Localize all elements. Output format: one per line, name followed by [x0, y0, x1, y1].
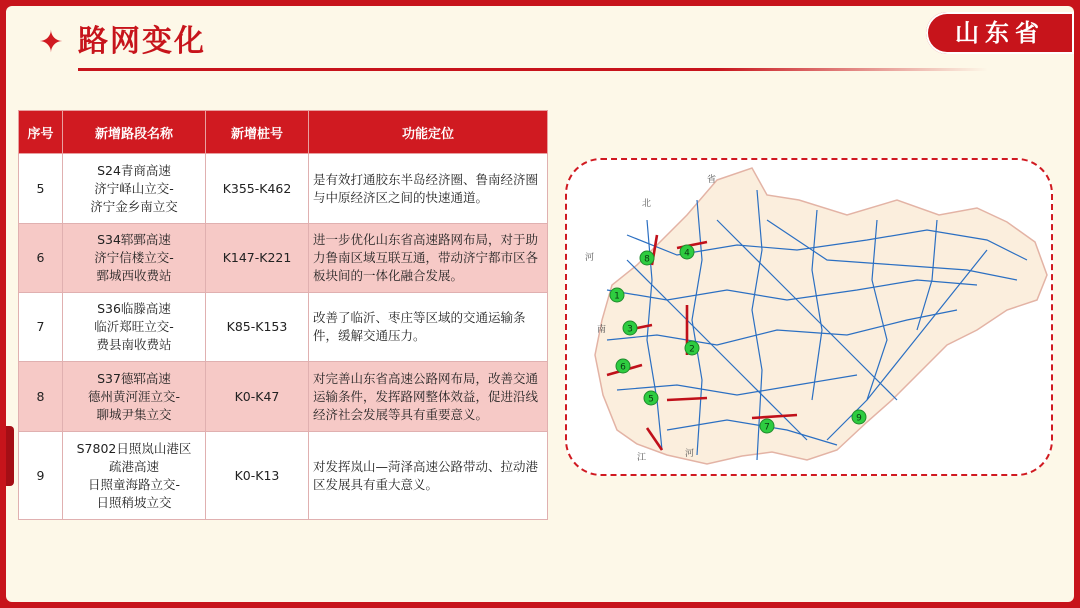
- row-name: S24青商高速 济宁峄山立交- 济宁金乡南立交: [63, 154, 206, 224]
- route-marker: [640, 251, 654, 265]
- marker-label: 1: [614, 291, 620, 302]
- row-name: S37德郓高速 德州黄河涯立交- 聊城尹集立交: [63, 362, 206, 432]
- route-marker: [644, 391, 658, 405]
- route-marker: [680, 245, 694, 259]
- header-name: 新增路段名称: [63, 111, 206, 154]
- marker-label: 3: [627, 324, 633, 335]
- row-function: 是有效打通胶东半岛经济圈、鲁南经济圈与中原经济区之间的快速通道。: [309, 154, 548, 224]
- route-marker: [760, 419, 774, 433]
- header-function: 功能定位: [309, 111, 548, 154]
- row-function: 进一步优化山东省高速路网布局，对于助力鲁南区域互联互通，带动济宁都市区各板块间的一体化融合发展。: [309, 224, 548, 293]
- marker-label: 8: [644, 254, 650, 265]
- road-network-map: [565, 158, 1053, 476]
- header-stake: 新增桩号: [206, 111, 309, 154]
- row-stake: K0-K47: [206, 362, 309, 432]
- row-function: 改善了临沂、枣庄等区域的交通运输条件，缓解交通压力。: [309, 293, 548, 362]
- marker-label: 7: [764, 422, 770, 433]
- row-no: 6: [19, 224, 63, 293]
- row-stake: K85-K153: [206, 293, 309, 362]
- row-no: 8: [19, 362, 63, 432]
- marker-label: 5: [648, 394, 654, 405]
- row-no: 5: [19, 154, 63, 224]
- route-marker: [616, 359, 630, 373]
- route-marker: [610, 288, 624, 302]
- map-region-label: 河: [585, 253, 595, 263]
- header-no: 序号: [19, 111, 63, 154]
- marker-label: 2: [689, 344, 695, 355]
- table-row: [19, 432, 548, 520]
- row-stake: K147-K221: [206, 224, 309, 293]
- row-no: 9: [19, 432, 63, 520]
- marker-label: 4: [684, 248, 690, 259]
- row-stake: K355-K462: [206, 154, 309, 224]
- map-region-label: 南: [597, 325, 607, 335]
- sparkle-icon: ✦: [38, 25, 64, 60]
- marker-label: 6: [620, 362, 626, 373]
- row-stake: K0-K13: [206, 432, 309, 520]
- row-name: S36临滕高速 临沂郑旺立交- 费县南收费站: [63, 293, 206, 362]
- map-region-label: 河: [685, 449, 695, 459]
- table-row: [19, 154, 548, 224]
- table-header-row: [19, 111, 548, 154]
- table-row: [19, 224, 548, 293]
- row-no: 7: [19, 293, 63, 362]
- province-badge: 山东省: [926, 12, 1074, 54]
- decorative-tab: [6, 426, 14, 486]
- row-name: S7802日照岚山港区 疏港高速 日照童海路立交- 日照稍坡立交: [63, 432, 206, 520]
- table-row: [19, 293, 548, 362]
- route-marker: [852, 410, 866, 424]
- map-region-label: 北: [642, 199, 652, 209]
- table-row: [19, 362, 548, 432]
- route-marker: [623, 321, 637, 335]
- route-table: [18, 110, 548, 520]
- row-function: 对完善山东省高速公路网布局，改善交通运输条件，发挥路网整体效益，促进沿线经济社会发展等具有重要意义。: [309, 362, 548, 432]
- title-underline: [78, 68, 988, 71]
- route-marker: [685, 341, 699, 355]
- marker-label: 9: [856, 413, 862, 424]
- province-outline: [595, 168, 1047, 464]
- map-canvas: [567, 160, 1051, 474]
- map-region-label: 江: [637, 453, 647, 463]
- page-title: 路网变化: [78, 24, 206, 59]
- map-region-label: 省: [707, 175, 717, 185]
- row-function: 对发挥岚山—菏泽高速公路带动、拉动港区发展具有重大意义。: [309, 432, 548, 520]
- row-name: S34郓鄄高速 济宁信楼立交- 鄄城西收费站: [63, 224, 206, 293]
